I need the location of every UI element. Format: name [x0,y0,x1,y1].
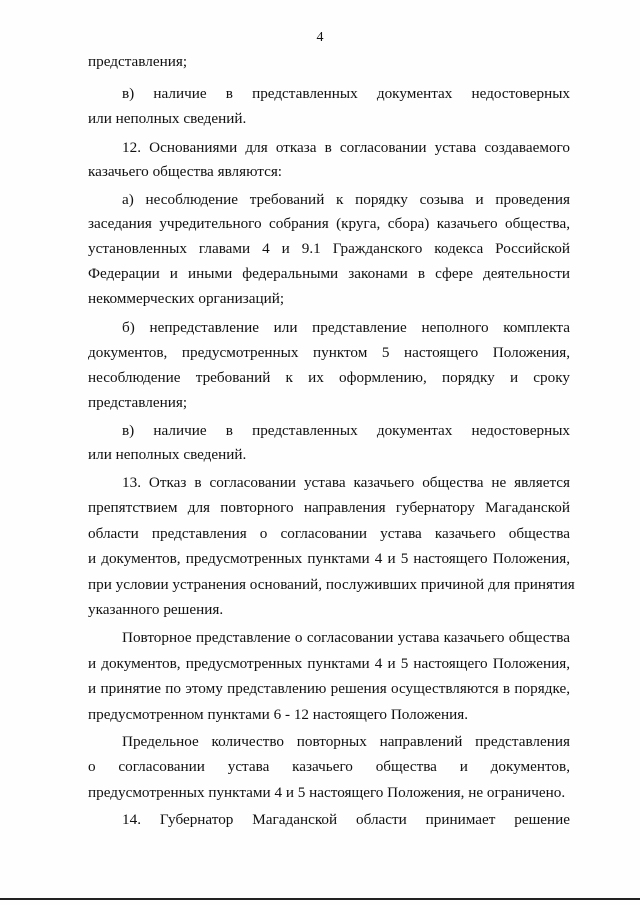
text-line: установленных главами 4 и 9.1 Гражданского кодекса Российской [88,240,570,257]
text-line: представления; [88,394,188,411]
text-line: б) непредставление или представление неполного комплекта [122,319,570,336]
text-line: при условии устранения оснований, послуживших причиной для принятия [88,576,575,593]
text-line: или неполных сведений. [88,446,247,463]
text-line: документов, предусмотренных пунктом 5 настоящего Положения, [88,344,570,361]
text-line: Повторное представление о согласовании устава казачьего общества [122,629,570,646]
text-line: Предельное количество повторных направлений представления [122,733,570,750]
text-line: о согласовании устава казачьего общества и документов, [88,758,570,775]
text-line: несоблюдение требований к их оформлению, порядку и сроку [88,369,570,386]
bottom-edge-divider [0,898,640,900]
text-line: Федерации и иными федеральными законами в сфере деятельности [88,265,570,282]
text-line: заседания учредительного собрания (круга, сбора) казачьего общества, [88,215,570,232]
text-line: казачьего общества являются: [88,163,283,180]
text-line: предусмотренных пунктами 4 и 5 настоящего Положения, не ограничено. [88,784,566,801]
text-line: или неполных сведений. [88,110,247,127]
text-line: 14. Губернатор Магаданской области принимает решение [122,811,570,828]
text-line: некоммерческих организаций; [88,290,285,307]
text-line: а) несоблюдение требований к порядку созыва и проведения [122,191,570,208]
text-line: 12. Основаниями для отказа в согласовании устава создаваемого [122,139,570,156]
text-line: и документов, предусмотренных пунктами 4 и 5 настоящего Положения, [88,655,570,672]
text-line: и документов, предусмотренных пунктами 4 и 5 настоящего Положения, [88,550,570,567]
text-line: области представления о согласовании устава казачьего общества [88,525,570,542]
text-line: препятствием для повторного направления губернатору Магаданской [88,499,570,516]
page-number: 4 [316,30,324,45]
text-line: в) наличие в представленных документах недостоверных [122,422,570,439]
text-line: 13. Отказ в согласовании устава казачьего общества не является [122,474,570,491]
text-line: представления; [88,53,188,70]
text-line: предусмотренном пунктами 6 - 12 настоящего Положения. [88,706,469,723]
text-line: указанного решения. [88,601,224,618]
text-line: и принятие по этому представлению решения осуществляются в порядке, [88,680,570,697]
text-line: в) наличие в представленных документах недостоверных [122,85,570,102]
